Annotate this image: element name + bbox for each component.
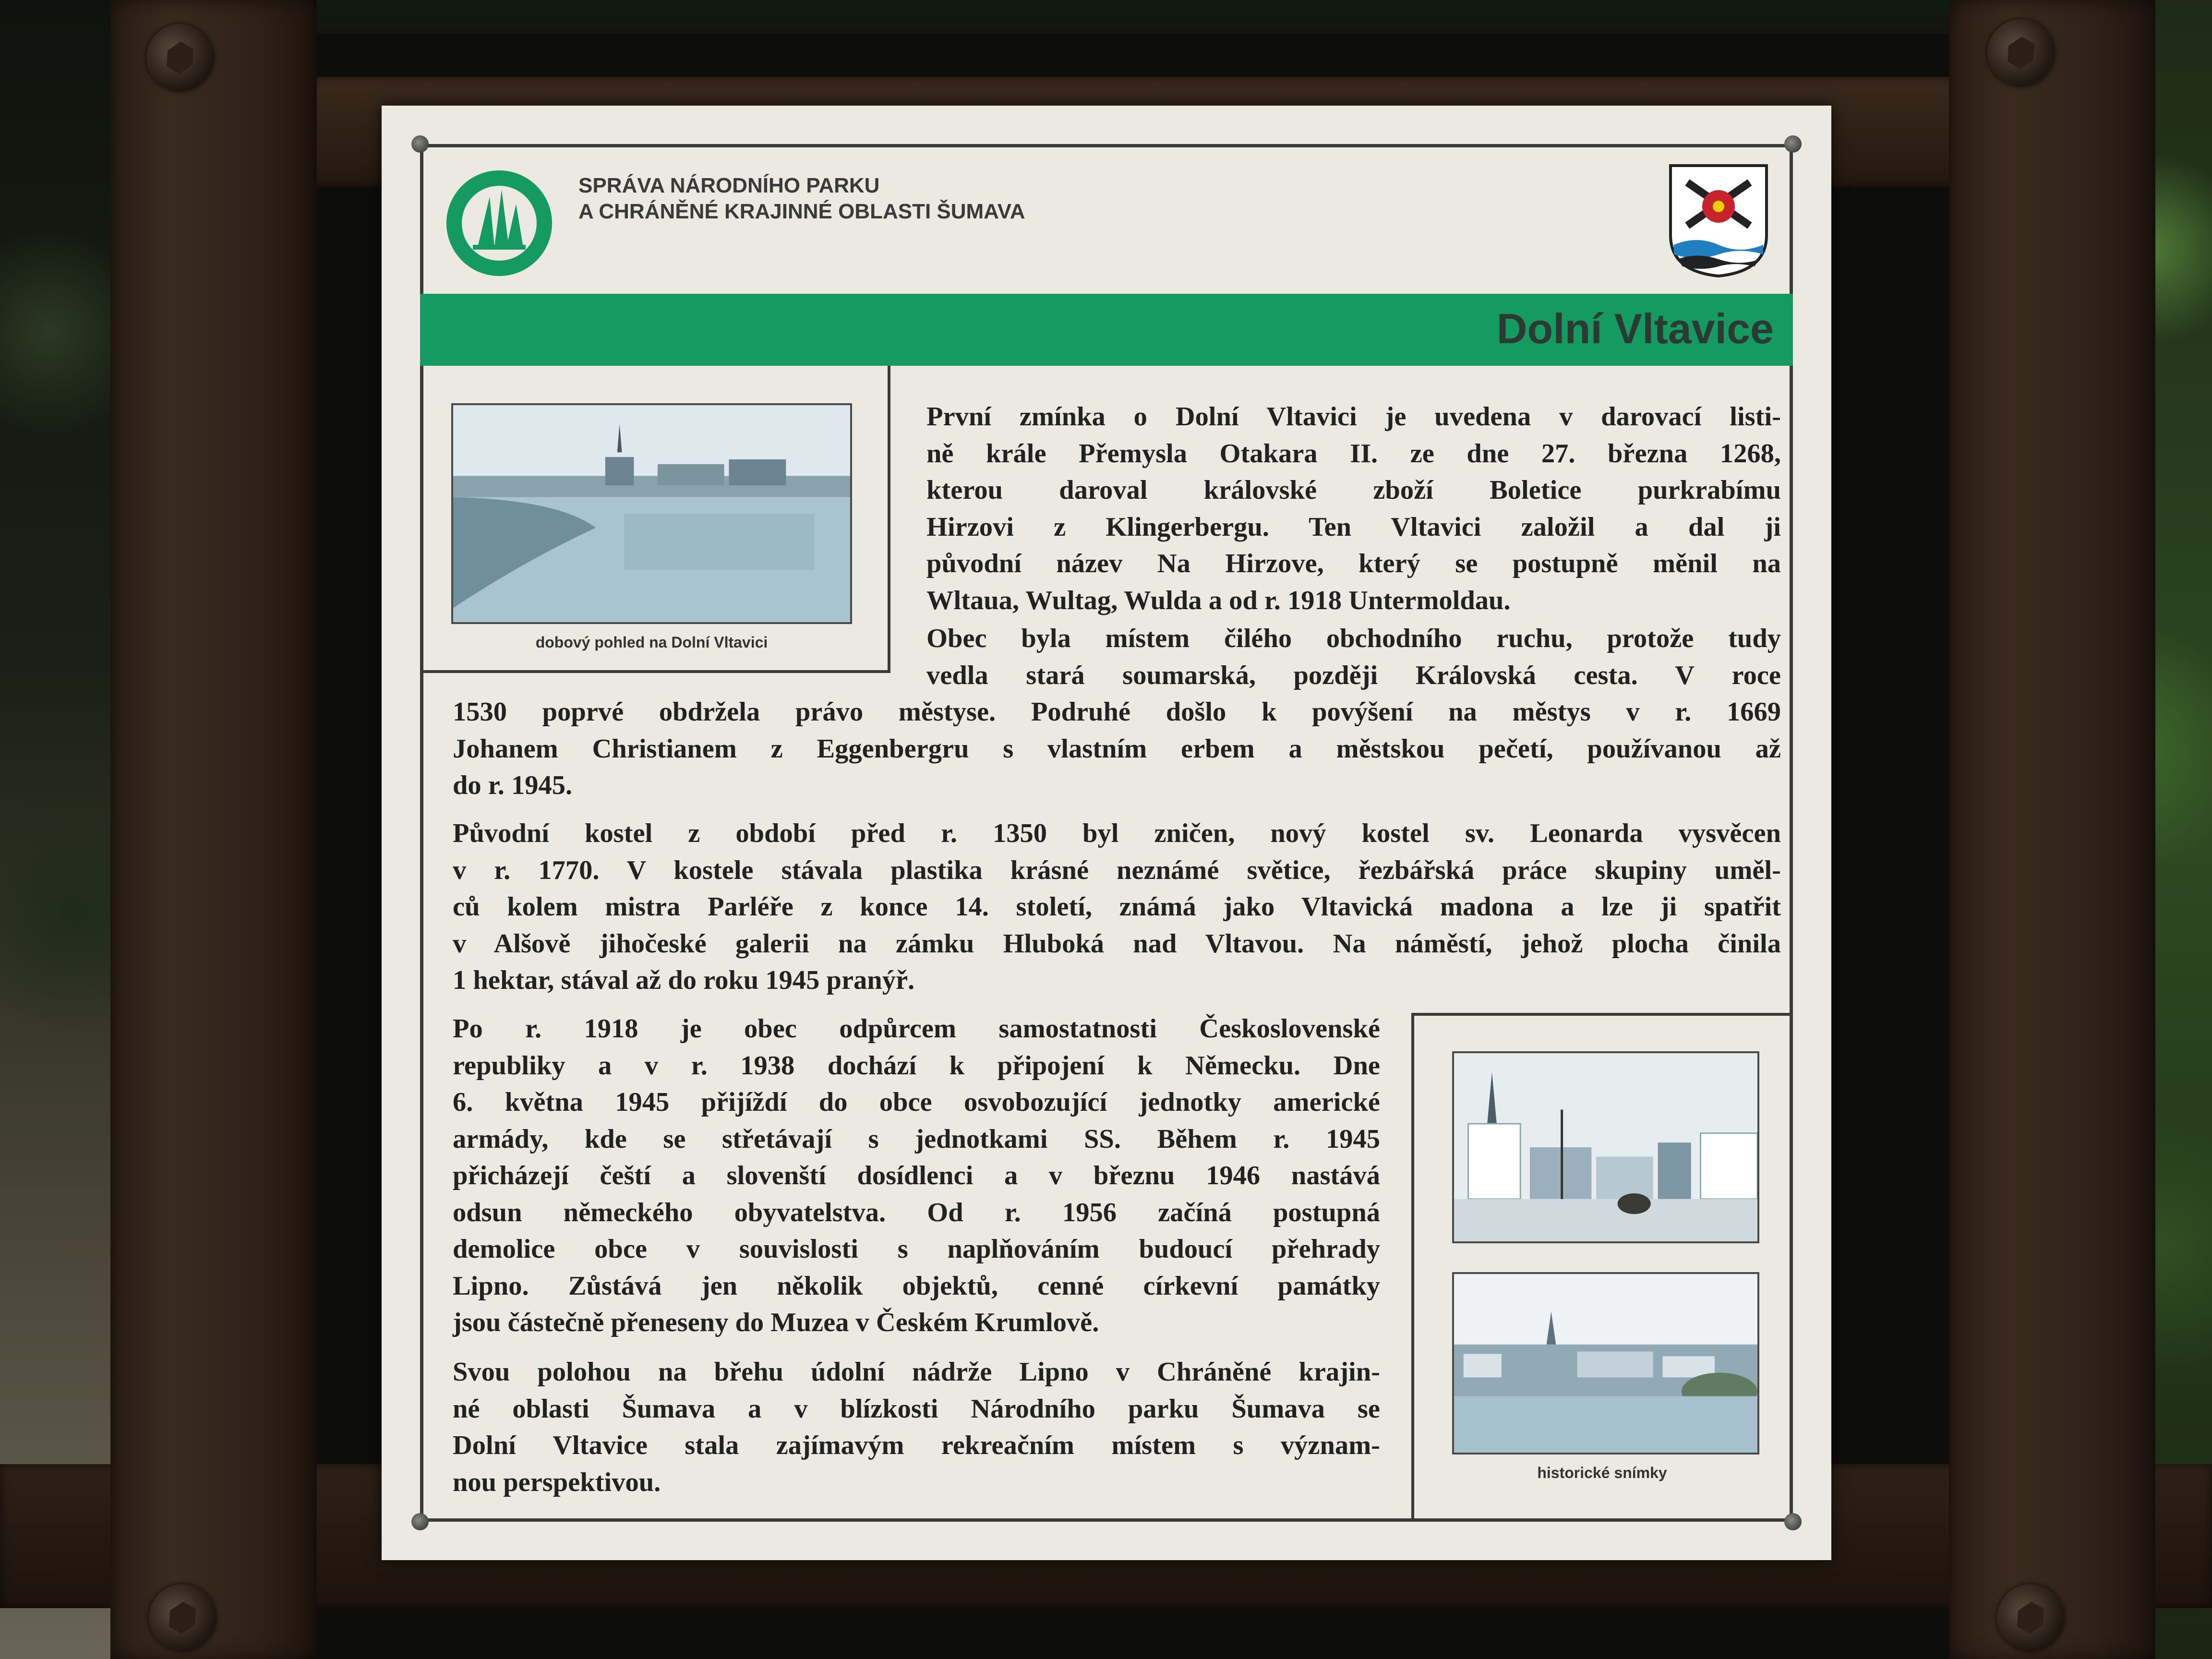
screw-icon: [411, 1513, 429, 1530]
text-line: nou perspektivou.: [453, 1467, 661, 1497]
bolt-icon: [146, 24, 214, 91]
paragraph-4: [453, 1010, 1380, 1341]
paragraph-2-end: [453, 694, 1781, 804]
text-line: Původní kostel z období před r. 1350 byl zničen, nový kostel sv. Leonarda vysvěcen: [453, 818, 1781, 848]
text-line: v r. 1770. V kostele stávala plastika krásné neznámé světice, řezbářská práce skupiny uměl-: [453, 855, 1781, 885]
wooden-post-left: [110, 0, 317, 1659]
text-line: jsou částečně přeneseny do Muzea v Českém Krumlově.: [453, 1308, 1099, 1337]
text-line: Svou polohou na břehu údolní nádrže Lipno v Chráněné krajin-: [453, 1357, 1380, 1387]
text-line: 1530 poprvé obdržela právo městyse. Podruhé došlo k povýšení na městys v r. 1669: [453, 697, 1781, 727]
historic-photo-village: [1452, 1272, 1759, 1455]
screw-icon: [1784, 135, 1802, 153]
page-title: Dolní Vltavice: [1496, 305, 1774, 352]
text-line: původní název Na Hirzove, který se postupně měnil na: [926, 549, 1781, 578]
coat-of-arms: [1668, 163, 1769, 278]
text-line: armády, kde se střetávají s jednotkami SS. Během r. 1945: [453, 1124, 1380, 1154]
text-line: demolice obce v souvislosti s naplňováním budoucí přehrady: [453, 1234, 1380, 1264]
text-line: 6. května 1945 přijíždí do obce osvobozující jednotky americké: [453, 1087, 1380, 1117]
wooden-post-right: [1949, 0, 2155, 1659]
text-line: republiky a v r. 1938 dochází k připojení k Německu. Dne: [453, 1050, 1380, 1081]
information-board: [382, 106, 1831, 1560]
paragraph-5: [453, 1354, 1380, 1501]
text-line: Obec byla místem čilého obchodního ruchu, protože tudy: [926, 624, 1781, 653]
text-line: do r. 1945.: [453, 770, 573, 800]
organization-name: [578, 173, 1025, 225]
park-logo: [444, 168, 554, 278]
title-bar: [420, 294, 1793, 366]
text-line: Po r. 1918 je obec odpůrcem samostatnosti Československé: [453, 1014, 1380, 1044]
photo-caption-right: historické snímky: [1537, 1464, 1667, 1481]
organization-line2: A CHRÁNĚNÉ KRAJINNÉ OBLASTI ŠUMAVA: [578, 200, 1025, 223]
text-line: přicházejí čeští a slovenští dosídlenci a v březnu 1946 nastává: [453, 1161, 1380, 1190]
text-line: né oblasti Šumava a v blízkosti Národního parku Šumava se: [453, 1394, 1380, 1424]
text-line: První zmínka o Dolní Vltavici je uvedena v darovací listi-: [926, 402, 1781, 432]
historic-photo-river: [451, 403, 852, 624]
text-line: Lipno. Zůstává jen několik objektů, cenné církevní památky: [453, 1271, 1380, 1301]
text-line: 1 hektar, stával až do roku 1945 pranýř.: [453, 965, 915, 995]
text-line: ně krále Přemysla Otakara II. ze dne 27. března 1268,: [926, 438, 1781, 469]
screw-icon: [411, 135, 429, 153]
text-line: v Alšově jihočeské galerii na zámku Hluboká nad Vltavou. Na náměstí, jehož plocha činila: [453, 928, 1781, 959]
foliage-background: [125, 0, 2087, 34]
text-line: Dolní Vltavice stala zajímavým rekreačním místem s význam-: [453, 1431, 1380, 1460]
text-line: vedla stará soumarská, později Královská cesta. V roce: [926, 660, 1781, 690]
bolt-icon: [1997, 1584, 2064, 1651]
text-line: ců kolem mistra Parléře z konce 14. století, známá jako Vltavická madona a lze ji spatřit: [453, 892, 1781, 922]
text-line: Wltaua, Wultag, Wulda a od r. 1918 Untermoldau.: [926, 585, 1511, 615]
paragraph-2-start: [926, 620, 1781, 694]
bolt-icon: [149, 1584, 216, 1651]
bolt-icon: [1987, 19, 2055, 86]
organization-line1: SPRÁVA NÁRODNÍHO PARKU: [578, 174, 880, 197]
text-line: Johanem Christianem z Eggenbergru s vlastním erbem a městskou pečetí, používanou až: [453, 733, 1781, 764]
paragraph-3: [453, 815, 1781, 999]
text-line: kterou daroval královské zboží Boletice purkrabímu: [926, 475, 1781, 505]
historic-photo-street: [1452, 1051, 1759, 1243]
text-line: odsun německého obyvatelstva. Od r. 1956 začíná postupná: [453, 1197, 1380, 1227]
photo-caption-left: dobový pohled na Dolní Vltavici: [535, 634, 768, 651]
paragraph-1: [926, 398, 1781, 619]
text-line: Hirzovi z Klingerbergu. Ten Vltavici založil a dal ji: [926, 512, 1781, 542]
foliage-left: [0, 0, 125, 1659]
